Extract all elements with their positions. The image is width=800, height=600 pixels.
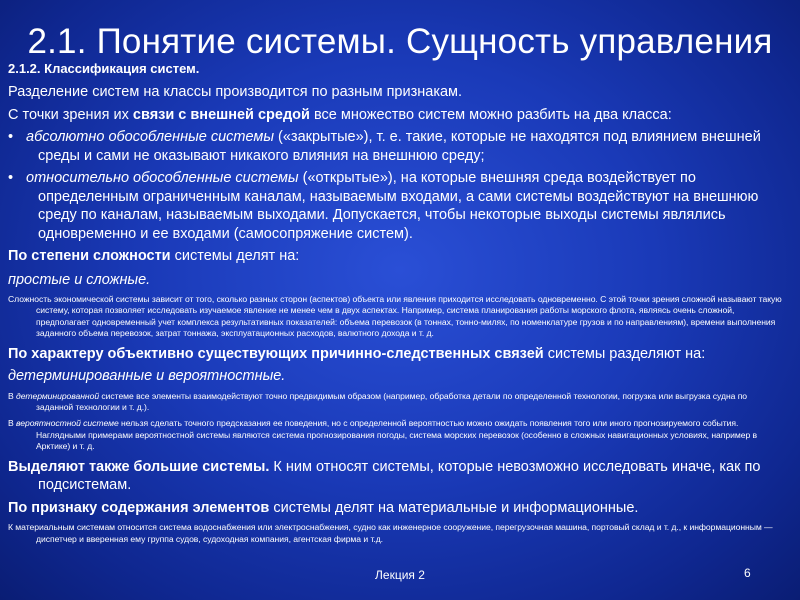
bold-phrase: По степени сложности [8,248,171,264]
bold-phrase: По признаку содержания элементов [8,499,270,516]
bold-phrase: Выделяют также большие системы. [8,458,270,475]
paragraph-content [8,499,784,518]
paragraph-large-systems [8,458,784,495]
text-run: («открытые»), на которые внешняя среда воздействует по определенным ограниченным каналам, называемым входами, а сами системы воздействуют на внешнюю среду по каналам, называемым выходами. Допускается, чтобы некоторые выходы системы являлись одновременно и ее входами (самосопряжение систем). [38,170,759,242]
note-probabilistic [8,418,784,452]
text-run: все множество систем можно разбить на два класса: [309,106,672,123]
italic-term: абсолютно обособленные системы [26,129,275,145]
bold-phrase: По характеру объективно существующих причинно-следственных связей [8,345,544,362]
text-run: нельзя сделать точного предсказания ее поведения, но с определенной вероятностью можно ожидать появления того или иного прогнозируемого события. Наглядными примерами вероятностной системы являются система прогнозирования погоды, система морских перевозок (особенно в сложных навигационных условиях, например в Арктике) и т. д. [36,418,758,452]
bullet-open-systems [8,169,784,243]
slide-body [8,60,784,550]
italic-term: простые и сложные. [8,271,151,288]
paragraph-complexity [8,247,784,266]
text-run: системы делят на материальные и информационные. [269,499,639,516]
text-run: В [8,390,17,401]
note-deterministic [8,391,784,414]
text-run: системы разделяют на: [543,345,706,362]
bullet-closed-systems [8,128,784,165]
paragraph-det-prob [8,367,784,386]
footer-lecture: Лекция 2 [375,568,425,582]
slide-title: 2.1. Понятие системы. Сущность управления [27,22,773,61]
bullet-icon: • [8,129,14,145]
section-subtitle: 2.1.2. Классификация систем. [8,61,200,76]
text-run: системы делят на: [170,248,300,264]
text-run: К ним относят системы, которые невозможно исследовать иначе, как по подсистемам. [38,458,761,494]
bullet-icon: • [8,170,14,186]
italic-term: детерминированной [16,390,100,401]
paragraph-environment [8,106,784,125]
italic-term: относительно обособленные системы [26,170,299,186]
text-run: В [8,418,17,429]
page-number: 6 [744,566,751,580]
paragraph-simple-complex [8,271,784,290]
text-run: («закрытые»), т. е. такие, которые не находятся под влиянием внешней среды и сами не оказывают никакого влияния на внешнюю среду; [38,129,761,164]
paragraph-intro: Разделение систем на классы производится по разным признакам. [8,84,463,100]
note-material-info: К материальным системам относится система водоснабжения или электроснабжения, судно как инженерное сооружение, перегрузочная машина, портовый склад и т. д., к информационным — диспетчер и вверенная ему группа судов, судоходная компания, агентская фирма и т.д. [8,522,773,544]
note-complexity: Сложность экономической системы зависит от того, сколько разных сторон (аспектов) объекта или явления приходится исследовать одновременно. С этой точки зрения сложной называют такую систему, которая позволяет исследовать изучаемое явление не менее чем в двух аспектах. Например, система планирования работы морского флота, являясь очень сложной, предполагает одновременный учет комплекса результативных показателей: объема перевозок (в тоннах, тонно-милях, по номенклатуре грузов и по направлениям), времени выполнения заданного объема перевозок, затрат тоннажа, эксплуатационных расходов, валютного дохода и т. д. [8,294,782,339]
text-run: системе все элементы взаимодействуют точно предвидимым образом (например, обработка детали по определенной технологии, погрузка или выгрузка судна по заданной технологии и т. д.). [36,390,748,413]
paragraph-causal [8,345,784,364]
italic-term: вероятностной системе [16,418,119,429]
italic-term: детерминированные и вероятностные. [8,368,286,385]
text-run: С точки зрения их [8,106,133,123]
bold-phrase: связи с внешней средой [132,106,310,123]
